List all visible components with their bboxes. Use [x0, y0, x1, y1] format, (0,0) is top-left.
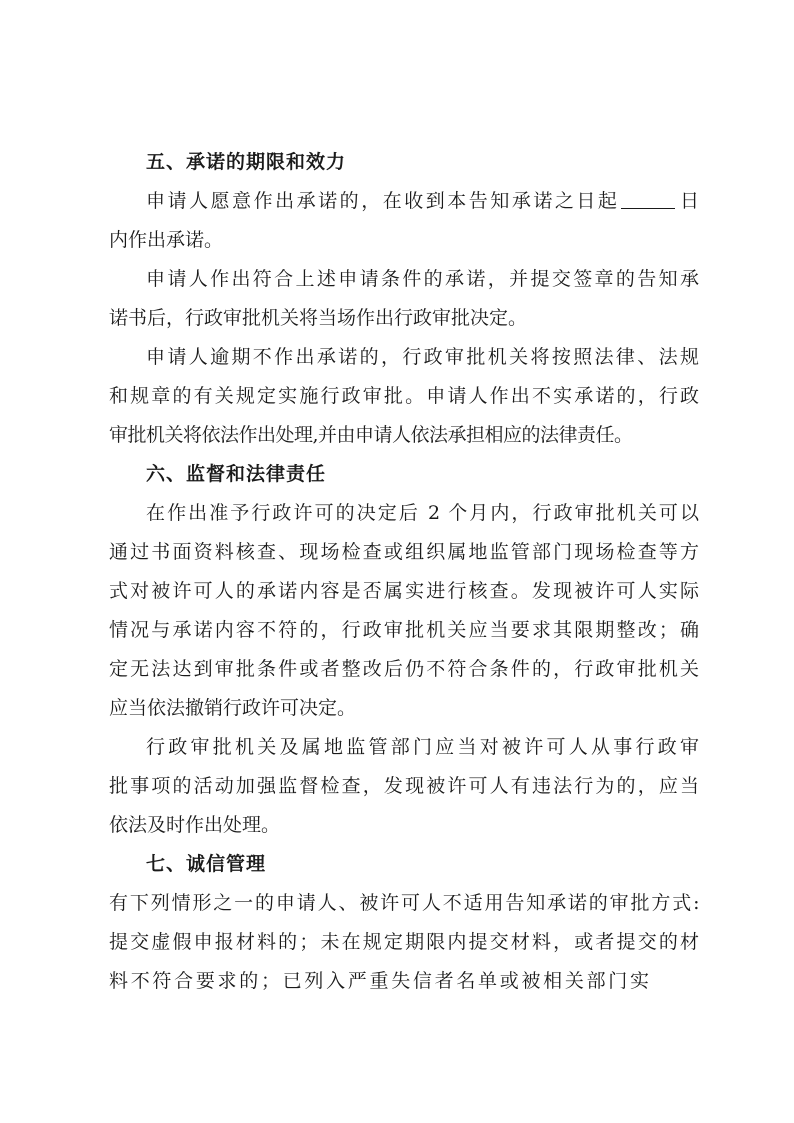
section-7-heading: 七、诚信管理	[146, 853, 267, 875]
paragraph-line: 情况与承诺内容不符的，行政审批机关应当要求其限期整改；确	[109, 619, 699, 641]
fill-in-blank[interactable]	[621, 190, 675, 209]
paragraph-line: 在作出准予行政许可的决定后 2 个月内，行政审批机关可以	[146, 502, 699, 524]
paragraph-line: 批事项的活动加强监督检查，发现被许可人有违法行为的，应当	[109, 775, 699, 797]
section-5-heading: 五、承诺的期限和效力	[146, 151, 347, 173]
paragraph-line: 依法及时作出处理。	[109, 814, 281, 836]
paragraph-line: 申请人逾期不作出承诺的，行政审批机关将按照法律、法规	[146, 346, 699, 368]
paragraph-text: 日	[677, 190, 699, 212]
paragraph-line: 有下列情形之一的申请人、被许可人不适用告知承诺的审批方式:	[109, 892, 699, 914]
paragraph-line: 料不符合要求的；已列入严重失信者名单或被相关部门实	[109, 970, 649, 992]
paragraph-line: 申请人作出符合上述申请条件的承诺，并提交签章的告知承	[146, 268, 699, 290]
paragraph-line	[146, 189, 699, 213]
paragraph-line: 应当依法撤销行政许可决定。	[109, 697, 357, 719]
paragraph-line: 行政审批机关及属地监管部门应当对被许可人从事行政审	[146, 736, 699, 758]
paragraph-line: 提交虚假申报材料的；未在规定期限内提交材料，或者提交的材	[109, 931, 699, 953]
paragraph-line: 通过书面资料核查、现场检查或组织属地监管部门现场检查等方	[109, 541, 699, 563]
section-6-heading: 六、监督和法律责任	[146, 463, 327, 485]
paragraph-line: 诺书后，行政审批机关将当场作出行政审批决定。	[109, 307, 528, 329]
paragraph-line: 和规章的有关规定实施行政审批。申请人作出不实承诺的，行政	[109, 385, 699, 407]
paragraph-text: 申请人愿意作出承诺的，在收到本告知承诺之日起	[146, 190, 620, 212]
paragraph-line: 定无法达到审批条件或者整改后仍不符合条件的，行政审批机关	[109, 658, 699, 680]
paragraph-line: 内作出承诺。	[109, 229, 224, 251]
paragraph-line: 审批机关将依法作出处理,并由申请人依法承担相应的法律责任。	[109, 424, 633, 446]
paragraph-line: 式对被许可人的承诺内容是否属实进行核查。发现被许可人实际	[109, 580, 699, 602]
